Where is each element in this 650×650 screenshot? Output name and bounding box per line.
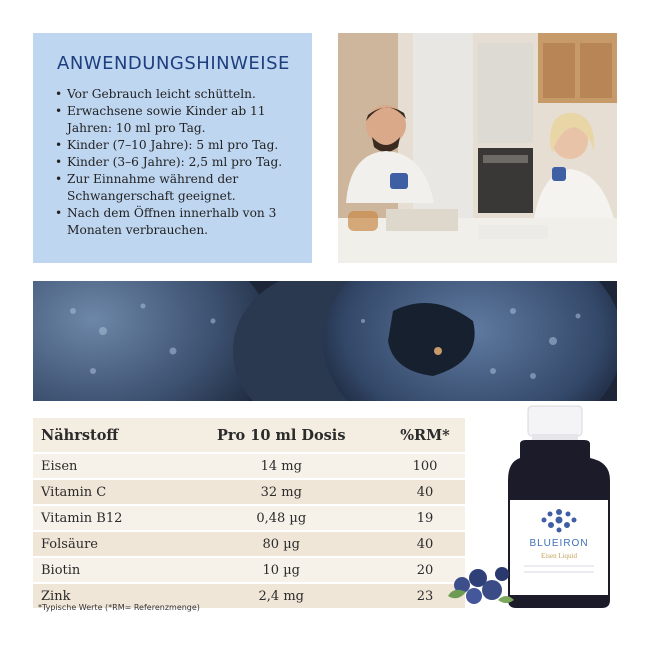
table-header-row (33, 418, 465, 453)
instructions-title: ANWENDUNGSHINWEISE (57, 53, 290, 74)
nutrient-dose: 2,4 mg (177, 583, 385, 608)
nutrient-name: Vitamin B12 (33, 505, 177, 531)
nutrient-rm: 40 (385, 479, 465, 505)
instruction-item: • Vor Gebrauch leicht schütteln. (55, 86, 296, 103)
header-rm: %RM* (385, 418, 465, 453)
nutrition-table (33, 418, 465, 608)
instruction-item: • Kinder (7–10 Jahre): 5 ml pro Tag. (55, 137, 296, 154)
nutrient-name: Vitamin C (33, 479, 177, 505)
table-row (33, 479, 465, 505)
nutrient-rm: 23 (385, 583, 465, 608)
product-brand: BLUEIRON (529, 538, 589, 549)
kitchen-couple-photo (338, 33, 617, 263)
table-footnote: *Typische Werte (*RM= Referenzmenge) (38, 603, 200, 612)
nutrient-rm: 19 (385, 505, 465, 531)
nutrient-name: Biotin (33, 557, 177, 583)
nutrient-rm: 20 (385, 557, 465, 583)
instruction-item: • Kinder (3–6 Jahre): 2,5 ml pro Tag. (55, 154, 296, 171)
nutrient-name: Eisen (33, 453, 177, 479)
product-bottle-image (440, 400, 630, 615)
table-row (33, 505, 465, 531)
nutrient-dose: 32 mg (177, 479, 385, 505)
table-row (33, 557, 465, 583)
nutrient-name: Folsäure (33, 531, 177, 557)
table-row (33, 453, 465, 479)
instruction-item: • Zur Einnahme während der Schwangerschaft geeignet. (55, 171, 296, 205)
instructions-panel (33, 33, 312, 263)
instruction-item: • Erwachsene sowie Kinder ab 11 Jahren: 10 ml pro Tag. (55, 103, 296, 137)
nutrition-table-wrapper (33, 418, 465, 608)
nutrient-dose: 14 mg (177, 453, 385, 479)
header-nutrient: Nährstoff (33, 418, 177, 453)
instructions-list (55, 86, 296, 239)
product-subtitle: Eisen Liquid (541, 552, 577, 560)
nutrient-rm: 100 (385, 453, 465, 479)
nutrient-dose: 80 µg (177, 531, 385, 557)
blueberry-banner-image (33, 281, 617, 401)
nutrient-name: Zink (33, 583, 177, 608)
header-dose: Pro 10 ml Dosis (177, 418, 385, 453)
instruction-item: • Nach dem Öffnen innerhalb von 3 Monaten verbrauchen. (55, 205, 296, 239)
nutrient-dose: 0,48 µg (177, 505, 385, 531)
table-row (33, 531, 465, 557)
nutrient-dose: 10 µg (177, 557, 385, 583)
nutrient-rm: 40 (385, 531, 465, 557)
